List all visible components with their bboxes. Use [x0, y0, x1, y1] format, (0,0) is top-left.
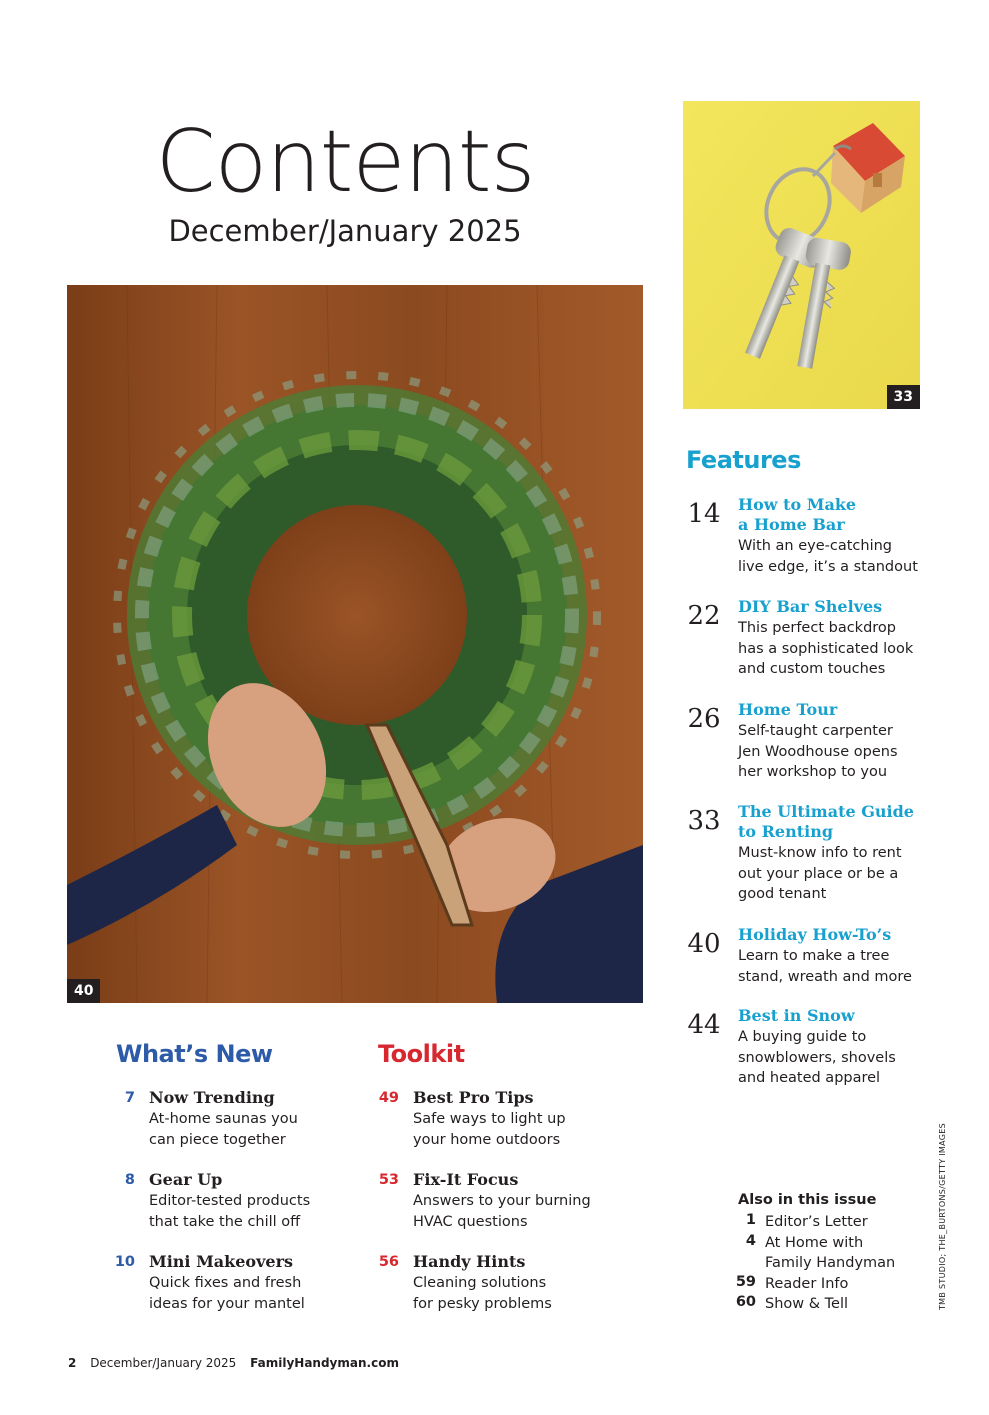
feature-description [738, 843, 938, 905]
toolkit-description-line: Safe ways to light up [413, 1111, 566, 1127]
toolkit-page-number: 49 [378, 1090, 399, 1106]
toolkit-title: Fix-It Focus [413, 1170, 519, 1189]
whats-new-description-line: can piece together [149, 1131, 286, 1148]
feature-description-line: good tenant [738, 886, 827, 902]
features-heading: Features [686, 446, 801, 474]
feature-title-line: a Home Bar [738, 515, 845, 534]
also-label-line: Show & Tell [765, 1296, 849, 1312]
feature-description-line: stand, wreath and more [738, 968, 912, 985]
toolkit-description [413, 1191, 623, 1232]
feature-page-number: 40 [687, 929, 721, 959]
whats-new-title: Mini Makeovers [149, 1252, 293, 1271]
keys-illustration [683, 101, 920, 409]
feature-title-line: Holiday How-To’s [738, 925, 892, 944]
toolkit-description-line: Answers to your burning [413, 1193, 591, 1209]
feature-description-line: her workshop to you [738, 764, 888, 780]
feature-title-line: Best in Snow [738, 1006, 855, 1025]
photo-credit: TMB STUDIO; THE_BURTONS/GETTY IMAGES [938, 1123, 947, 1310]
feature-title-line: to Renting [738, 822, 834, 841]
feature-description [738, 946, 938, 987]
feature-description-line: live edge, it’s a standout [738, 558, 918, 575]
feature-page-number: 26 [687, 704, 721, 734]
feature-title [738, 597, 938, 617]
feature-title [738, 925, 938, 945]
feature-description-line: Learn to make a tree [738, 948, 890, 964]
also-label [765, 1212, 868, 1233]
also-label [765, 1233, 895, 1274]
toolkit-description [413, 1109, 623, 1150]
feature-description-line: and custom touches [738, 661, 886, 677]
whats-new-description [149, 1191, 359, 1232]
whats-new-title: Now Trending [149, 1088, 275, 1107]
feature-description [738, 721, 938, 783]
toolkit-description-line: your home outdoors [413, 1131, 561, 1148]
feature-description-line: Must-know info to rent [738, 845, 902, 861]
feature-page-number: 14 [687, 499, 721, 529]
feature-description-line: and heated apparel [738, 1070, 881, 1086]
also-label-line: Reader Info [765, 1275, 849, 1292]
whats-new-description-line: Editor-tested products [149, 1193, 311, 1209]
toolkit-page-number: 53 [378, 1172, 399, 1188]
feature-page-number: 22 [687, 601, 721, 631]
also-label-line: Editor’s Letter [765, 1214, 868, 1230]
keys-page-tag: 33 [887, 385, 920, 409]
toolkit-description-line: for pesky problems [413, 1295, 552, 1312]
whats-new-page-number: 8 [124, 1172, 135, 1188]
feature-page-number: 33 [687, 806, 721, 836]
also-heading: Also in this issue [738, 1192, 877, 1208]
feature-page-number: 44 [687, 1010, 721, 1040]
toolkit-description-line: HVAC questions [413, 1213, 528, 1230]
also-label-line: At Home with [765, 1234, 864, 1251]
also-label [765, 1274, 848, 1295]
also-page-number: 4 [745, 1232, 756, 1249]
whats-new-description [149, 1109, 359, 1150]
also-page-number: 60 [735, 1294, 756, 1310]
toolkit-page-number: 56 [378, 1254, 399, 1270]
whats-new-description-line: Quick fixes and fresh [149, 1275, 302, 1291]
feature-description-line: snowblowers, shovels [738, 1049, 896, 1066]
feature-description-line: This perfect backdrop [738, 620, 896, 636]
feature-title-line: Home Tour [738, 700, 838, 719]
feature-title-line: How to Make [738, 495, 857, 514]
feature-description [738, 536, 938, 577]
feature-title [738, 700, 938, 720]
feature-title-line: The Ultimate Guide [738, 802, 914, 821]
feature-description [738, 1027, 938, 1089]
toolkit-title: Handy Hints [413, 1252, 526, 1271]
also-page-number: 1 [745, 1212, 756, 1228]
keys-photo[interactable] [683, 101, 920, 409]
footer-page-number: 2 [68, 1356, 77, 1370]
feature-description-line: has a sophisticated look [738, 640, 914, 657]
feature-description-line: Jen Woodhouse opens [738, 743, 898, 760]
feature-description-line: out your place or be a [738, 865, 899, 882]
toolkit-heading: Toolkit [378, 1040, 465, 1068]
feature-description-line: A buying guide to [738, 1029, 867, 1045]
toolkit-description-line: Cleaning solutions [413, 1275, 547, 1291]
toolkit-title: Best Pro Tips [413, 1088, 534, 1107]
wreath-page-tag: 40 [67, 979, 100, 1003]
feature-title [738, 495, 938, 535]
also-label-line: Family Handyman [765, 1255, 896, 1271]
toolkit-description [413, 1273, 623, 1314]
feature-description [738, 618, 938, 680]
feature-title [738, 802, 938, 842]
whats-new-page-number: 10 [114, 1254, 135, 1270]
whats-new-description-line: that take the chill off [149, 1213, 301, 1230]
whats-new-title: Gear Up [149, 1170, 223, 1189]
footer-issue: December/January 2025 [90, 1356, 237, 1370]
wreath-illustration [67, 285, 643, 1003]
feature-description-line: With an eye-catching [738, 538, 892, 554]
feature-title-line: DIY Bar Shelves [738, 597, 883, 616]
issue-date: December/January 2025 [168, 214, 522, 248]
whats-new-heading: What’s New [116, 1040, 273, 1068]
also-label [765, 1294, 848, 1315]
feature-title [738, 1006, 938, 1026]
page-title: Contents [155, 112, 535, 212]
whats-new-description [149, 1273, 359, 1314]
wreath-photo[interactable] [67, 285, 643, 1003]
feature-description-line: Self-taught carpenter [738, 723, 893, 739]
page-footer [68, 1356, 399, 1370]
whats-new-description-line: ideas for your mantel [149, 1295, 305, 1312]
footer-site-link[interactable]: FamilyHandyman.com [250, 1356, 399, 1370]
whats-new-description-line: At-home saunas you [149, 1111, 298, 1127]
whats-new-page-number: 7 [124, 1090, 135, 1106]
also-page-number: 59 [735, 1273, 756, 1290]
